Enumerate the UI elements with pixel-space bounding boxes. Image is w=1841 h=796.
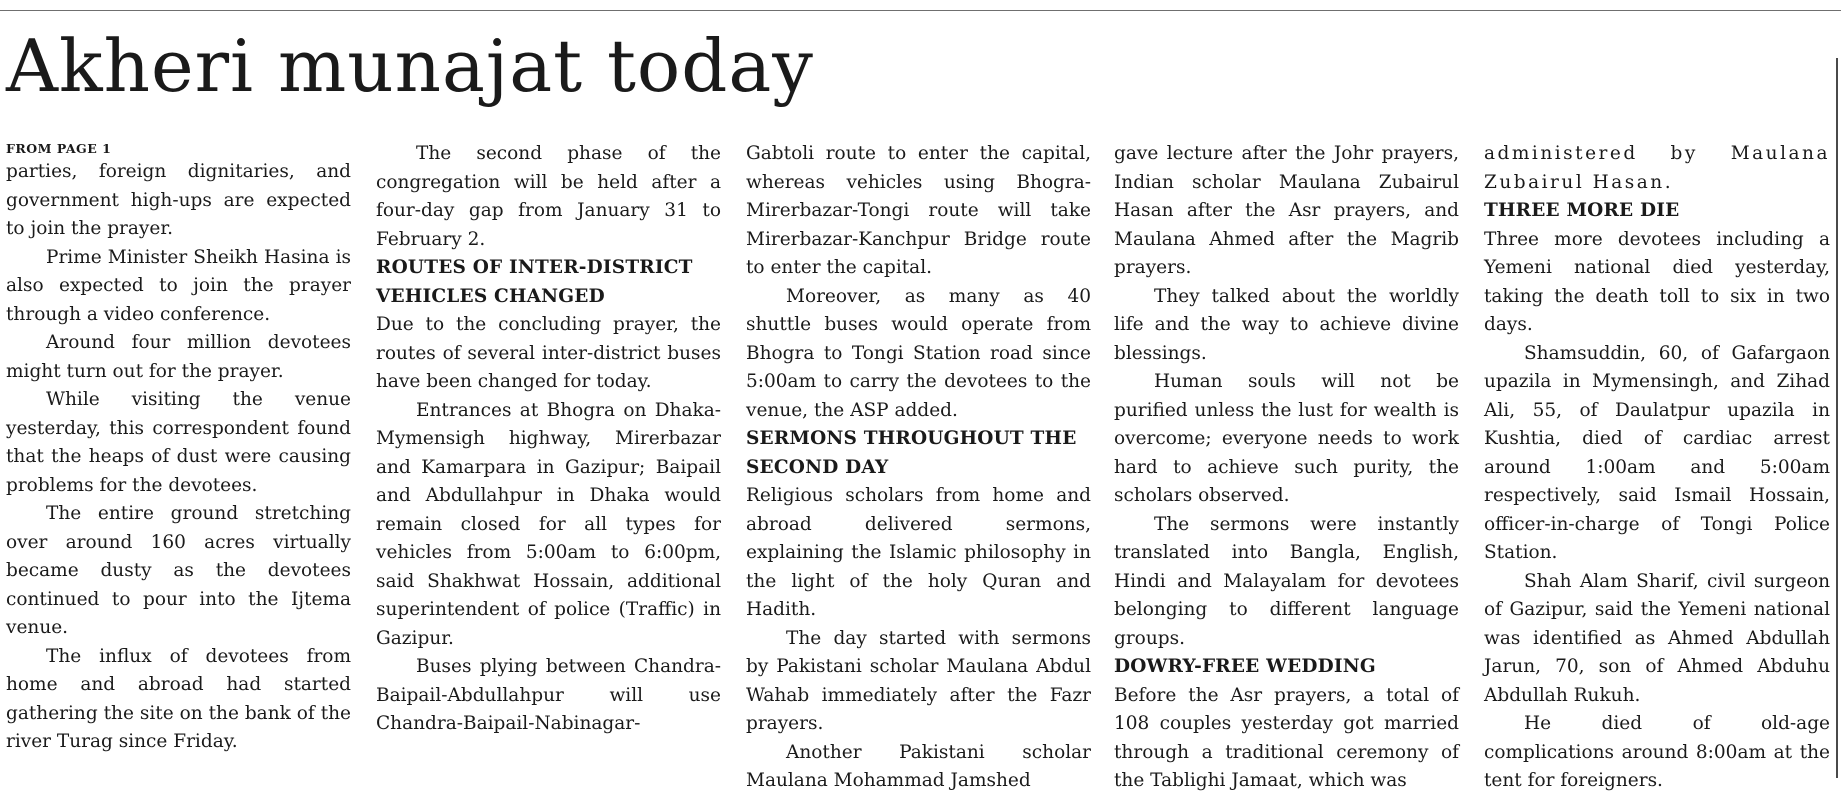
paragraph: Entrances at Bhogra on Dhaka-Mymensigh highway, Mirerbazar and Kamarpara in Gazipur; Baipail and Abdullahpur in Dhaka would remain closed for all types for vehicles from 5:00am to 6:00pm, said Shakhwat Hossain, additional superintendent of police (Traffic) in Gazipur. — [376, 399, 721, 649]
paragraph: The entire ground stretching over around 160 acres virtually became dusty as the devotees continued to pour into the Ijtema venue. — [6, 503, 351, 638]
top-rule — [0, 10, 1841, 11]
paragraph: administered by Maulana Zubairul Hasan. — [1484, 143, 1830, 193]
paragraph: Moreover, as many as 40 shuttle buses would operate from Bhogra to Tongi Station road since 5:00am to carry the devotees to the venue, the ASP added. — [746, 285, 1091, 421]
paragraph: Before the Asr prayers, a total of 108 couples yesterday got married through a traditional ceremony of the Tablighi Jamaat, which was — [1114, 684, 1459, 791]
right-column-rule — [1836, 58, 1838, 778]
subhead-routes: ROUTES OF INTER-DISTRICT VEHICLES CHANGED — [376, 257, 693, 307]
paragraph: While visiting the venue yesterday, this correspondent found that the heaps of dust were causing problems for the devotees. — [6, 389, 351, 496]
paragraph: gave lecture after the Johr prayers, Indian scholar Maulana Zubairul Hasan after the Asr prayers, and Maulana Ahmed after the Magrib prayers. — [1114, 143, 1459, 278]
paragraph: Gabtoli route to enter the capital, whereas vehicles using Bhogra-Mirerbazar-Tongi route will take Mirerbazar-Kanchpur Bridge route to enter the capital. — [746, 143, 1091, 278]
kicker: FROM PAGE 1 — [6, 141, 112, 156]
paragraph: The sermons were instantly translated into Bangla, English, Hindi and Malayalam for devotees belonging to different language groups. — [1114, 513, 1459, 649]
subhead-wedding: DOWRY-FREE WEDDING — [1114, 656, 1376, 677]
paragraph: The day started with sermons by Pakistani scholar Maulana Abdul Wahab immediately after the Fazr prayers. — [746, 627, 1091, 734]
subhead-three-more-die: THREE MORE DIE — [1484, 200, 1680, 221]
paragraph: Prime Minister Sheikh Hasina is also expected to join the prayer through a video conference. — [6, 246, 351, 325]
column-1 — [6, 140, 351, 757]
paragraph: Another Pakistani scholar Maulana Mohammad Jamshed — [746, 741, 1091, 791]
paragraph: Shamsuddin, 60, of Gafargaon upazila in Mymensingh, and Zihad Ali, 55, of Daulatpur upazila in Kushtia, died of cardiac arrest around 1:00am and 5:00am respectively, said Ismail Hossain, officer-in-charge of Tongi Police Station. — [1484, 342, 1830, 563]
paragraph: Human souls will not be purified unless the lust for wealth is overcome; everyone needs to work hard to achieve such purity, the scholars observed. — [1114, 371, 1459, 506]
paragraph: He died of old-age complications around 8:00am at the tent for foreigners. — [1484, 713, 1830, 791]
column-2 — [376, 140, 721, 739]
paragraph: Due to the concluding prayer, the routes of several inter-district buses have been changed for today. — [376, 314, 721, 392]
paragraph: The second phase of the congregation will be held after a four-day gap from January 31 to February 2. — [376, 143, 721, 250]
headline: Akheri munajat today — [6, 24, 814, 108]
paragraph: Religious scholars from home and abroad delivered sermons, explaining the Islamic philosophy in the light of the holy Quran and Hadith. — [746, 485, 1091, 620]
paragraph: Shah Alam Sharif, civil surgeon of Gazipur, said the Yemeni national was identified as Ahmed Abdullah Jarun, 70, son of Ahmed Abduhu Abdullah Rukuh. — [1484, 570, 1830, 706]
subhead-sermons: SERMONS THROUGHOUT THE SECOND DAY — [746, 428, 1077, 478]
paragraph: parties, foreign dignitaries, and government high-ups are expected to join the prayer. — [6, 161, 351, 239]
paragraph: Three more devotees including a Yemeni national died yesterday, taking the death toll to six in two days. — [1484, 228, 1830, 335]
column-4 — [1114, 140, 1459, 796]
paragraph: The influx of devotees from home and abroad had started gathering the site on the bank of the river Turag since Friday. — [6, 645, 351, 752]
column-5 — [1484, 140, 1830, 796]
paragraph: Around four million devotees might turn out for the prayer. — [6, 332, 351, 382]
paragraph: Buses plying between Chandra-Baipail-Abdullahpur will use Chandra-Baipail-Nabinagar- — [376, 656, 721, 734]
column-3 — [746, 140, 1091, 796]
paragraph: They talked about the worldly life and the way to achieve divine blessings. — [1114, 285, 1459, 364]
